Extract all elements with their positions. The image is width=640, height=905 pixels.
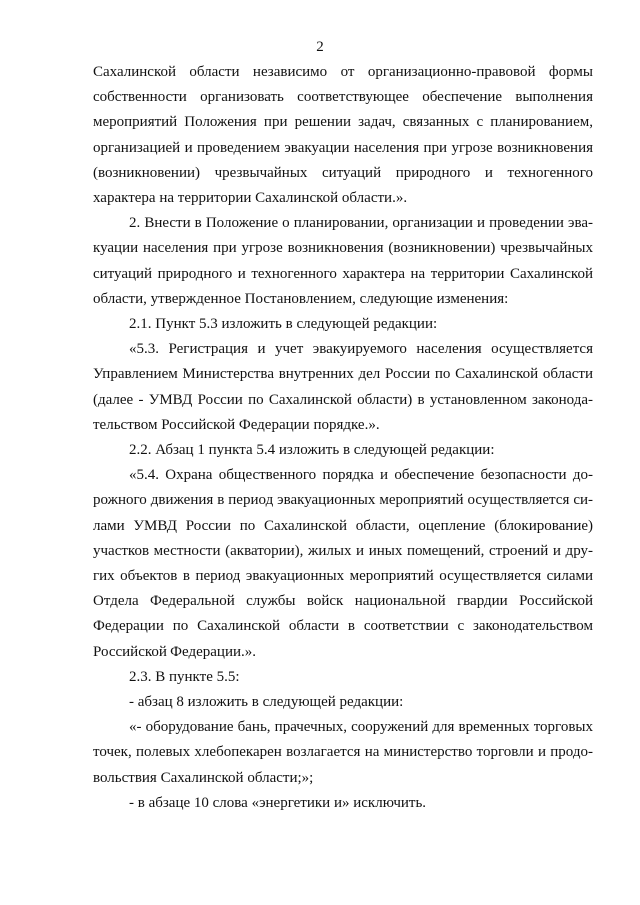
paragraph-item-2-3: 2.3. В пункте 5.5:: [129, 668, 240, 685]
paragraph-item-2-2: 2.2. Абзац 1 пункта 5.4 изложить в следующей редакции:: [129, 442, 495, 459]
paragraph-item-2-1: 2.1. Пункт 5.3 изложить в следующей редакции:: [129, 316, 438, 333]
paragraph-item-2: 2. Внести в Положение о планировании, организации и проведении эвакуации населения при угрозе возникновения (возникновении) чрезвычайных ситуаций природного и техногенного характера на территории Сахалинской области, утвержденное Постановлением, следующие изменения:: [93, 215, 593, 307]
paragraph-quote-5-3: «5.3. Регистрация и учет эвакуируемого населения осуществляется Управлением Министерства внутренних дел России по Сахалинской области (далее - УМВД России по Сахалинской области) в установленном законодательством Российской Федерации порядке.».: [93, 341, 593, 433]
paragraph-quote-abzac-8: «- оборудование бань, прачечных, сооружений для временных торговых точек, полевых хлебопекарен возлагается на министерство торговли и продовольствия Сахалинской области;»;: [93, 719, 593, 786]
page-number: 2: [316, 39, 324, 55]
paragraph-subitem-abzac-10: - в абзаце 10 слова «энергетики и» исключить.: [129, 794, 427, 811]
paragraph-subitem-abzac-8: - абзац 8 изложить в следующей редакции:: [129, 694, 404, 711]
paragraph-quote-5-4: «5.4. Охрана общественного порядка и обеспечение безопасности дорожного движения в период эвакуационных мероприятий осуществляется силами УМВД России по Сахалинской области, оцепление (блокирование) участков местности (акватории), жилых и иных помещений, строений и других объектов в период эвакуационных мероприятий осуществляется силами Отдела Федеральной службы войск национальной гвардии Российской Федерации по Сахалинской области в соответствии с законодательством Российской Федерации.».: [93, 467, 593, 660]
paragraph-continuation: Сахалинской области независимо от организационно-правовой формы собственности организовать соответствующее обеспечение выполнения мероприятий Положения при решении задач, связанных с планированием, организацией и проведением эвакуации населения при угрозе возникновения (возникновении) чрезвычайных ситуаций природного и техногенного характера на территории Сахалинской области.».: [93, 64, 593, 207]
document-body: [93, 60, 593, 816]
